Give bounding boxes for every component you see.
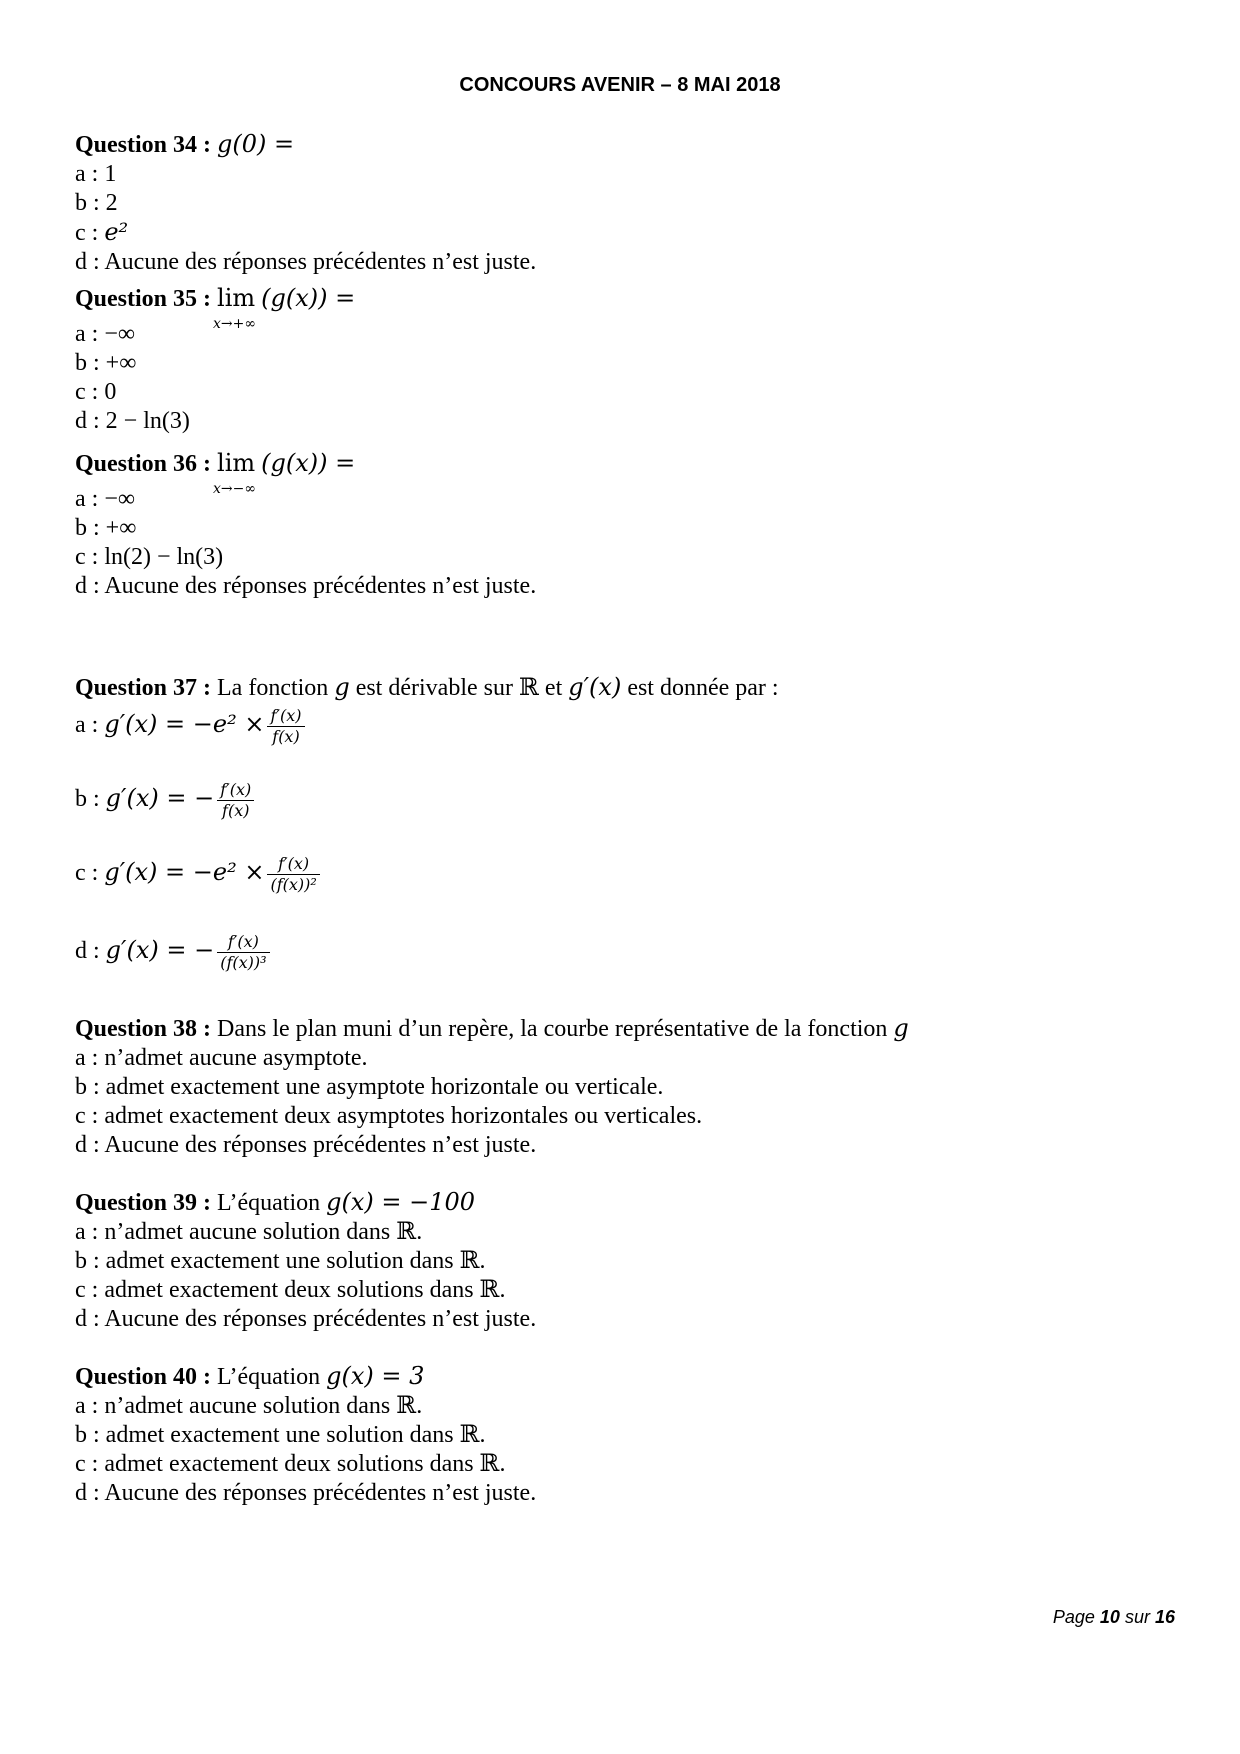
page-footer [1053, 1607, 1175, 1628]
function-symbol: g [334, 673, 350, 701]
question-38 [75, 1014, 909, 1160]
answer-d: d : 2 − ln(3) [75, 408, 190, 434]
question-text: est dérivable sur ℝ et [355, 675, 563, 701]
fraction [267, 854, 319, 895]
question-39 [75, 1188, 536, 1334]
answer-c: c : ln(2) − ln(3) [75, 544, 224, 570]
answer-prefix: a : [75, 712, 105, 739]
page-total: 16 [1154, 1607, 1175, 1627]
question-36 [75, 449, 536, 601]
answer-d [75, 932, 270, 973]
answer-a: a : n’admet aucune asymptote. [75, 1045, 368, 1071]
answer-d: d : Aucune des réponses précédentes n’est juste. [75, 1132, 537, 1158]
answer-d: d : Aucune des réponses précédentes n’est juste. [75, 573, 537, 599]
question-expression: (g(x)) = [261, 284, 356, 312]
answer-a: a : −∞ [75, 321, 135, 347]
question-text: L’équation [217, 1364, 321, 1390]
fraction [217, 780, 254, 821]
limit-subscript: x→+∞ [213, 316, 257, 332]
fraction-numerator: f′(x) [267, 854, 319, 875]
answer-prefix: d : [75, 938, 106, 965]
answer-b: b : +∞ [75, 350, 137, 376]
answer-d: d : Aucune des réponses précédentes n’est juste. [75, 1480, 537, 1506]
answer-c [75, 854, 320, 895]
question-title: Question 34 : [75, 132, 212, 158]
answer-a: a : n’admet aucune solution dans ℝ. [75, 1219, 423, 1245]
question-35 [75, 284, 355, 436]
answer-a: a : 1 [75, 161, 117, 187]
question-title: Question 39 : [75, 1190, 212, 1216]
fraction-numerator: f′(x) [267, 706, 304, 727]
question-40 [75, 1362, 536, 1508]
answer-c: c : admet exactement deux asymptotes horizontales ou verticales. [75, 1103, 703, 1129]
page-label: Page [1052, 1607, 1095, 1627]
question-title: Question 38 : [75, 1016, 212, 1042]
question-text: La fonction [217, 675, 329, 701]
answer-a: a : −∞ [75, 486, 135, 512]
question-title: Question 40 : [75, 1364, 212, 1390]
answer-c [75, 218, 536, 248]
question-title: Question 36 : [75, 451, 212, 477]
question-text: L’équation [217, 1190, 321, 1216]
answer-c: c : 0 [75, 379, 117, 405]
fraction [217, 932, 269, 973]
answer-a [75, 706, 305, 747]
question-37 [75, 673, 779, 703]
limit-operator: lim x→−∞ [217, 449, 255, 478]
answer-b: b : admet exactement une asymptote horizontale ou verticale. [75, 1074, 664, 1100]
answer-prefix: b : [75, 786, 106, 813]
answer-a: a : n’admet aucune solution dans ℝ. [75, 1393, 423, 1419]
question-expression: (g(x)) = [261, 449, 356, 477]
question-expression: g(x) = 3 [326, 1362, 425, 1390]
fraction [267, 706, 304, 747]
question-text: Dans le plan muni d’un repère, la courbe représentative de la fonction [217, 1016, 888, 1042]
answer-prefix: c : [75, 220, 105, 246]
derivative-symbol: g′(x) [568, 673, 622, 701]
page-sur: sur [1124, 1607, 1150, 1627]
answer-expression: g′(x) = −e² × [104, 858, 265, 887]
question-expression: g(x) = −100 [326, 1188, 476, 1216]
question-title: Question 37 : [75, 675, 212, 701]
question-34 [75, 130, 536, 277]
fraction-denominator: (f(x))³ [220, 953, 267, 972]
answer-prefix: c : [75, 860, 105, 887]
function-symbol: g [893, 1014, 909, 1042]
page-number: 10 [1099, 1607, 1120, 1627]
answer-b: b : admet exactement une solution dans ℝ. [75, 1422, 486, 1448]
answer-c: c : admet exactement deux solutions dans ℝ. [75, 1277, 506, 1303]
page-header: CONCOURS AVENIR – 8 MAI 2018 [459, 74, 781, 96]
limit-subscript: x→−∞ [213, 481, 257, 497]
answer-c: c : admet exactement deux solutions dans ℝ. [75, 1451, 506, 1477]
fraction-numerator: f′(x) [217, 932, 269, 953]
answer-d: d : Aucune des réponses précédentes n’est juste. [75, 1306, 537, 1332]
answer-d: d : Aucune des réponses précédentes n’est juste. [75, 249, 537, 275]
answer-b [75, 780, 254, 821]
answer-b: b : admet exactement une solution dans ℝ. [75, 1248, 486, 1274]
limit-operator: lim x→+∞ [217, 284, 255, 313]
question-expression: g(0) = [217, 130, 295, 158]
answer-expression: e² [104, 218, 129, 246]
answer-b: b : 2 [75, 190, 118, 216]
fraction-denominator: f(x) [272, 727, 300, 746]
question-title: Question 35 : [75, 286, 212, 312]
question-text: est donnée par : [627, 675, 779, 701]
fraction-numerator: f′(x) [217, 780, 254, 801]
answer-expression: g′(x) = − [105, 784, 215, 813]
answer-expression: g′(x) = − [105, 936, 215, 965]
fraction-denominator: (f(x))² [270, 875, 317, 894]
fraction-denominator: f(x) [222, 801, 250, 820]
answer-expression: g′(x) = −e² × [104, 710, 265, 739]
answer-b: b : +∞ [75, 515, 137, 541]
